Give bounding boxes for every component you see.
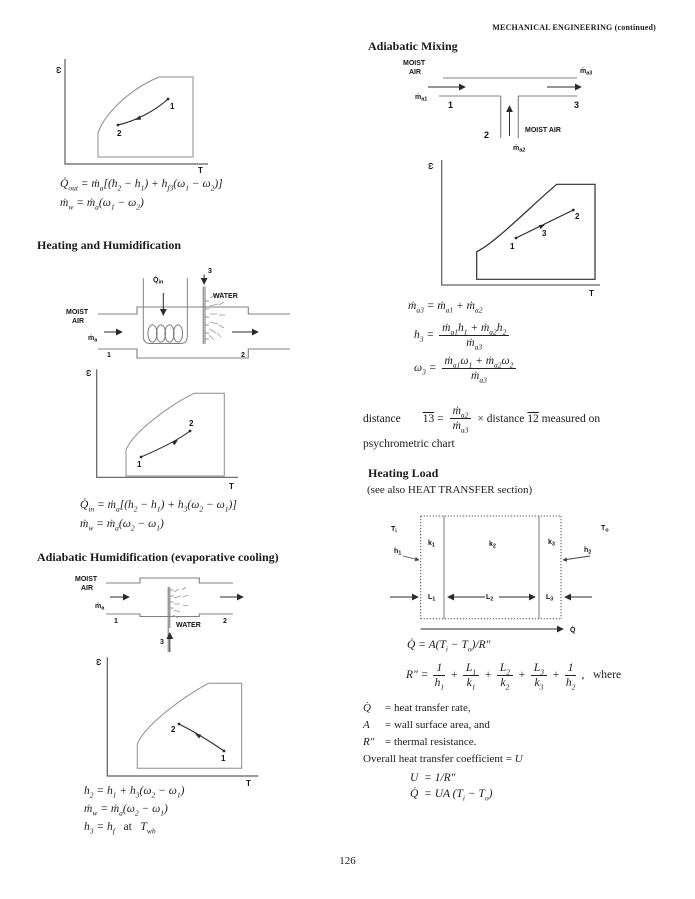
distance-note-line2: psychrometric chart (363, 438, 455, 450)
equation-tail: , where (581, 669, 622, 682)
symbol: A (363, 719, 370, 731)
chart-axes (97, 369, 238, 477)
chart-heating-humidification (85, 365, 240, 495)
equation-q-ua: Q̇ = UA $(T_i - T_o)$ (410, 788, 493, 803)
omega-axis-label: ω (94, 658, 104, 666)
plus-sign: + (518, 669, 526, 682)
water-pipe (203, 287, 205, 345)
air-label: AIR (72, 318, 85, 325)
psychrometric-outline (477, 184, 595, 279)
point-label-2: 2 (171, 725, 176, 734)
duct-diagram-svg (395, 58, 595, 158)
duct-diagram-svg (60, 265, 295, 370)
h1-label: $h_1$ (394, 548, 402, 557)
fraction (463, 662, 479, 692)
omega-axis-label: ω (84, 369, 94, 377)
chart-axes (107, 657, 258, 776)
h1-pointer (403, 556, 419, 560)
plus-sign: + (450, 669, 458, 682)
q-label: Q̇ (570, 627, 576, 634)
denominator: ṁ$_{a3}$ (471, 370, 487, 385)
equation-omega3 (404, 355, 516, 385)
equation-h3: $h_3 = h_f$ at $T_{wb}$ (84, 821, 156, 836)
to-label: $T_o$ (601, 525, 609, 534)
omega-axis-label: ω (426, 162, 436, 170)
distance-tail: × distance 12 measured on (477, 412, 601, 425)
u-equations (410, 770, 493, 802)
duct-upper-wall (106, 578, 233, 583)
definition-text: = heat transfer rate, (385, 702, 471, 714)
heating-load-definitions (363, 700, 523, 768)
process-line (141, 431, 190, 457)
water-label: WATER (176, 622, 201, 629)
heating-load-eq2 (406, 662, 622, 692)
t-axis-label: T (198, 166, 203, 175)
water-label: WATER (213, 293, 238, 300)
equation-lhs: R″ = (406, 669, 429, 682)
chart-cooling-svg (55, 50, 215, 180)
psychrometric-outline (137, 683, 241, 768)
t-axis-label: T (589, 289, 594, 298)
numerator: $L_3$ (531, 662, 547, 676)
equation-mw: ṁ$_w$ = $ṁ_a(\omega_1 - \omega_2)$ (60, 197, 144, 212)
chart-adiabatic-mixing (425, 155, 610, 305)
stream-label-1: 1 (448, 100, 454, 110)
chart-svg (425, 155, 610, 305)
equation-q: Q̇ = $A(T_i - T_o)/R''$ (407, 639, 491, 654)
point-label-1: 1 (221, 754, 226, 763)
heading-heating-load: Heating Load (368, 466, 439, 480)
page-number: 126 (339, 855, 356, 867)
state-point-1 (515, 237, 518, 240)
air-label: AIR (409, 69, 422, 76)
chart-axes (442, 160, 600, 285)
heating-load-subtitle: (see also HEAT TRANSFER section) (367, 484, 533, 496)
plus-sign: + (484, 669, 492, 682)
moist-air-label: MOIST AIR (525, 127, 561, 134)
stream-label-2: 2 (484, 130, 490, 140)
cooling-equations (60, 175, 223, 213)
stream-label-2: 2 (241, 352, 245, 359)
symbol: R″ (363, 736, 375, 748)
plus-sign: + (551, 669, 560, 682)
numerator: $L_2$ (497, 662, 513, 676)
diagram-adiabatic-mixing (395, 58, 595, 158)
equation-h3 (404, 322, 516, 352)
state-point-2 (189, 430, 192, 433)
heading-adiabatic-mixing: Adiabatic Mixing (368, 39, 458, 53)
stream-label-3: 3 (574, 100, 580, 110)
point-label-2: 2 (575, 212, 580, 221)
state-point-1 (223, 750, 226, 753)
moist-label: MOIST (66, 309, 89, 316)
state-point-2 (178, 723, 181, 726)
moist-label: MOIST (75, 576, 98, 583)
stream-label-3: 3 (160, 639, 164, 646)
page-header: MECHANICAL ENGINEERING (continued) (492, 23, 656, 32)
numerator: $ṁ_{a1}\omega_1$ + $ṁ_{a2}\omega_2$ (442, 355, 517, 369)
ma-label: ṁ$_a$ (95, 603, 105, 612)
omega-axis-label: ω (54, 66, 64, 74)
distance-13: 13 = (422, 412, 444, 425)
denominator: $h_2$ (565, 677, 576, 692)
state-point-1 (167, 98, 170, 101)
fraction (442, 355, 517, 385)
point-label-2: 2 (117, 129, 122, 138)
fraction (531, 662, 547, 692)
numerator: ṁ$_{a2}$ (450, 405, 472, 419)
heater-coils (148, 325, 183, 342)
stream-label-3: 3 (208, 268, 212, 275)
point-label-1: 1 (170, 102, 175, 111)
t-axis-label: T (246, 779, 251, 788)
h2-pointer (563, 556, 590, 560)
t-axis-label: T (229, 482, 234, 491)
moist-label: MOIST (403, 60, 426, 67)
heating-load-eq1 (407, 636, 490, 655)
equation-qin: $Q̇_{in}$ = $ṁ_a[(h_2 - h_1) + h_3(\omega_2 - \omega_1)]$ (80, 499, 237, 514)
l2-label: $L_2$ (486, 594, 494, 603)
distance-word: distance (363, 412, 401, 425)
l1-label: $L_1$ (428, 594, 436, 603)
denominator: $h_1$ (434, 677, 445, 692)
equation-ma3: ṁ$_{a3}$ = ṁ$_{a1}$ + ṁ$_{a2}$ (408, 300, 483, 315)
k1-label: $k_1$ (428, 540, 435, 549)
stream-label-2: 2 (223, 618, 227, 625)
chart-svg (95, 655, 265, 790)
k2-label: $k_2$ (489, 541, 496, 550)
state-point-2 (117, 124, 120, 127)
wall-diagram-svg (385, 510, 610, 642)
overall-coefficient-line: Overall heat transfer coefficient = U (363, 753, 523, 765)
chart-svg (85, 365, 240, 495)
numerator: 1 (565, 662, 577, 676)
diagram-adiabatic-humidification (65, 570, 265, 660)
ti-label: $T_i$ (391, 526, 397, 535)
equation-mw: ṁ$_w$ = $ṁ_a(\omega_2 - \omega_1)$ (84, 803, 168, 818)
process-line (179, 724, 224, 751)
fraction (497, 662, 513, 692)
definition-row (363, 717, 523, 734)
state-point-1 (140, 456, 143, 459)
mixing-equations (404, 297, 516, 385)
air-label: AIR (81, 585, 94, 592)
diagram-composite-wall (385, 510, 610, 642)
denominator: $k_2$ (500, 677, 510, 692)
state-point-2 (572, 209, 575, 212)
equation-mw: ṁ$_w$ = $ṁ_a(\omega_2 - \omega_1)$ (80, 518, 164, 533)
heading-adiabatic-humidification: Adiabatic Humidification (evaporative cooling) (37, 550, 279, 564)
point-label-2: 2 (189, 419, 194, 428)
heating-humidification-equations (80, 496, 237, 534)
equation-lhs: $h_3$ = (414, 329, 435, 344)
l3-label: $L_3$ (546, 594, 554, 603)
k3-label: $k_3$ (548, 539, 555, 548)
numerator: $ṁ_{a1}h_1$ + $ṁ_{a2}h_2$ (439, 322, 509, 336)
process-arrowhead (135, 116, 141, 121)
psychrometric-outline (98, 77, 193, 157)
process-line (118, 99, 168, 125)
equation-h2: $h_2 = h_1 + h_3(\omega_2 - \omega_1)$ (84, 785, 185, 800)
point-label-1: 1 (137, 460, 142, 469)
adiabatic-humidification-equations (84, 782, 184, 836)
equation-u: U = 1/R″ (410, 772, 456, 784)
denominator: $k_1$ (466, 677, 476, 692)
spray-nozzles (170, 590, 174, 608)
definition-row (363, 734, 523, 751)
h2-label: $h_2$ (584, 547, 592, 556)
fraction (433, 662, 445, 692)
denominator: ṁ$_{a3}$ (466, 337, 483, 352)
definition-row (363, 700, 523, 717)
spray-droplets (173, 587, 188, 618)
chart-axes (65, 59, 208, 164)
point-label-3: 3 (542, 229, 547, 238)
chart-cooling (55, 50, 215, 180)
denominator: $k_3$ (534, 677, 544, 692)
diagram-heating-humidification (60, 265, 295, 370)
ma2-label: ṁ$_{a2}$ (513, 145, 526, 154)
stream-label-1: 1 (114, 618, 118, 625)
ma-label: ṁ$_a$ (88, 335, 98, 344)
qin-label: $Q̇_{in}$ (153, 277, 164, 286)
equation-lhs: $\omega_3$ = (414, 362, 437, 377)
duct-upper-wall (98, 307, 290, 314)
numerator: $L_1$ (463, 662, 479, 676)
duct-diagram-svg (65, 570, 265, 660)
chart-adiabatic-humidification (95, 655, 265, 790)
fraction (439, 322, 509, 352)
definition-text: = thermal resistance. (385, 736, 477, 748)
distance-note (363, 405, 601, 435)
duct-lower-wall (98, 349, 290, 358)
definition-text: = wall surface area, and (385, 719, 490, 731)
numerator: 1 (433, 662, 445, 676)
equation-qout: $Q̇_{out}$ = $ṁ_a[(h_2 - h_1) + h_{f3}(\omega_1 - \omega_2)]$ (60, 178, 223, 193)
ma1-label: ṁ$_{a1}$ (415, 94, 428, 103)
ma3-label: ṁ$_{a3}$ (580, 68, 593, 77)
point-label-1: 1 (510, 242, 515, 251)
fraction (565, 662, 577, 692)
denominator: ṁ$_{a3}$ (452, 420, 469, 435)
heading-heating-humidification: Heating and Humidification (37, 238, 182, 252)
fraction (450, 405, 472, 435)
process-arrowhead (195, 734, 201, 739)
symbol: Q̇ (363, 702, 371, 714)
stream-label-1: 1 (107, 352, 111, 359)
